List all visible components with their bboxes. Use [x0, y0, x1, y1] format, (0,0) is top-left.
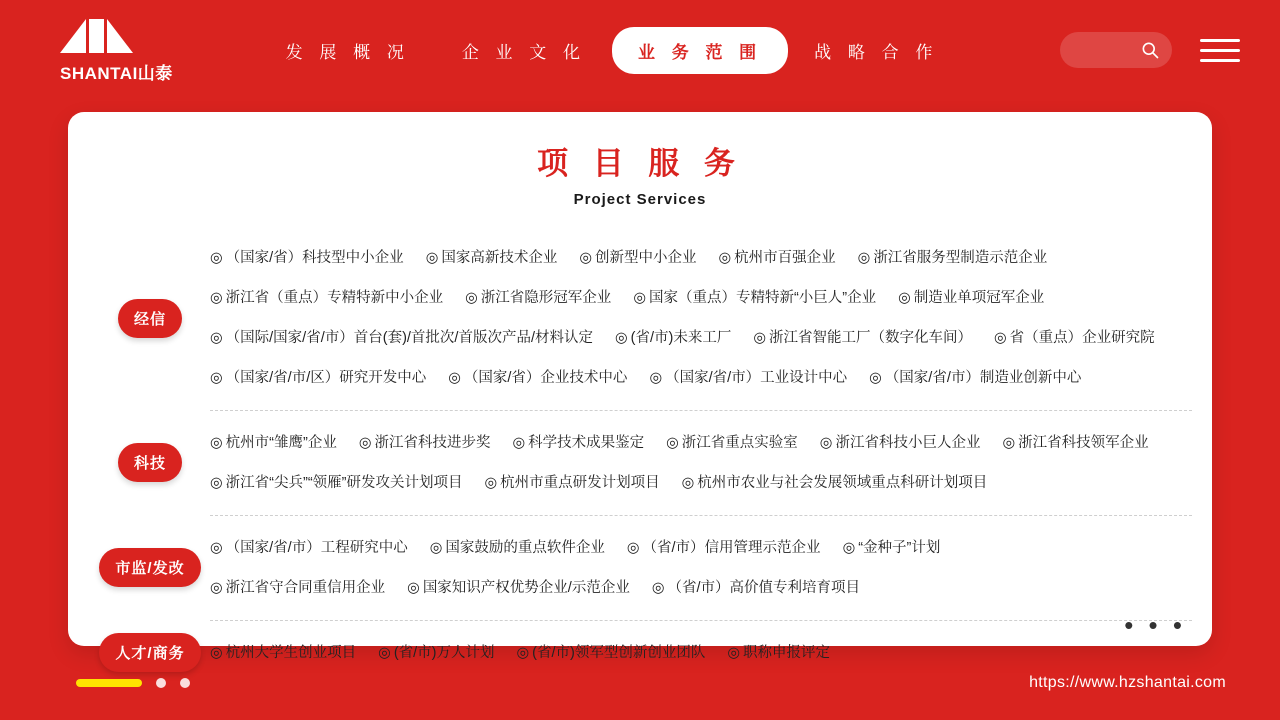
list-item[interactable]: ◎ 制造业单项冠军企业 — [898, 290, 1045, 306]
brand-name: SHANTAI山泰 — [60, 63, 173, 83]
list-item[interactable]: ◎ 浙江省“尖兵”“领雁”研发攻关计划项目 — [210, 475, 463, 491]
service-group — [68, 226, 1212, 410]
service-group — [68, 515, 1212, 620]
bullet-icon: ◎ — [651, 580, 665, 596]
pagination-dot-3[interactable] — [180, 678, 190, 688]
bullet-icon: ◎ — [857, 250, 871, 266]
list-item[interactable]: ◎ 浙江省守合同重信用企业 — [210, 580, 386, 596]
hamburger-menu-icon[interactable] — [1200, 39, 1240, 62]
list-item[interactable]: ◎ 浙江省服务型制造示范企业 — [857, 250, 1048, 266]
bullet-icon: ◎ — [465, 290, 478, 306]
list-item[interactable]: ◎ （国家/省/市）工业设计中心 — [649, 370, 848, 386]
item-line — [210, 463, 1192, 503]
bullet-icon: ◎ — [484, 475, 498, 491]
search-button[interactable] — [1060, 32, 1172, 68]
bullet-icon: ◎ — [842, 540, 856, 556]
list-item[interactable]: ◎ 国家（重点）专精特新“小巨人”企业 — [633, 290, 877, 306]
bullet-icon: ◎ — [666, 435, 679, 451]
service-groups — [68, 226, 1212, 685]
group-tag-jingxin[interactable]: 经信 — [118, 299, 182, 338]
list-item[interactable]: ◎ 浙江省智能工厂（数字化车间） — [753, 330, 972, 346]
bullet-icon: ◎ — [210, 290, 223, 306]
list-item[interactable]: ◎ 杭州市“雏鹰”企业 — [210, 435, 337, 451]
ellipsis-more-icon[interactable]: • • • — [1124, 610, 1186, 640]
page-title: 项 目 服 务 — [537, 146, 743, 181]
bullet-icon: ◎ — [1002, 435, 1016, 451]
pagination-bar-active[interactable] — [76, 679, 142, 687]
list-item[interactable]: ◎ 科学技术成果鉴定 — [512, 435, 645, 451]
bullet-icon: ◎ — [993, 330, 1007, 346]
bullet-icon: ◎ — [579, 250, 592, 266]
list-item[interactable]: ◎ （国家/省/市）工程研究中心 — [210, 540, 408, 556]
item-line — [210, 568, 1192, 608]
list-item[interactable]: ◎ (省/市)未来工厂 — [614, 330, 732, 346]
list-item[interactable]: ◎ 职称申报评定 — [727, 645, 830, 661]
bullet-icon: ◎ — [210, 540, 223, 556]
bullet-icon: ◎ — [210, 370, 223, 386]
bullet-icon: ◎ — [614, 330, 628, 346]
group-tag-col — [90, 443, 210, 482]
bullet-icon: ◎ — [425, 250, 439, 266]
list-item[interactable]: ◎ 创新型中小企业 — [579, 250, 697, 266]
list-item[interactable]: ◎ 浙江省（重点）专精特新中小企业 — [210, 290, 444, 306]
list-item[interactable]: ◎ （国际/国家/省/市）首台(套)/首批次/首版次产品/材料认定 — [210, 330, 593, 346]
bullet-icon: ◎ — [512, 435, 526, 451]
item-line — [210, 278, 1192, 318]
bullet-icon: ◎ — [448, 370, 461, 386]
list-item[interactable]: ◎ 杭州市重点研发计划项目 — [484, 475, 660, 491]
bullet-icon: ◎ — [429, 540, 443, 556]
bullet-icon: ◎ — [210, 645, 223, 661]
bullet-icon: ◎ — [358, 435, 372, 451]
list-item[interactable]: ◎ 杭州市农业与社会发展领域重点科研计划项目 — [681, 475, 988, 491]
site-header — [0, 0, 1280, 100]
list-item[interactable]: ◎ 浙江省科技进步奖 — [358, 435, 491, 451]
nav-item-culture[interactable]: 企 业 文 化 — [461, 42, 586, 62]
bullet-icon: ◎ — [210, 475, 223, 491]
list-item[interactable]: ◎ 浙江省重点实验室 — [666, 435, 798, 451]
list-item[interactable]: ◎ 杭州大学生创业项目 — [210, 645, 357, 661]
service-group — [68, 410, 1212, 515]
search-icon — [1140, 40, 1160, 60]
bullet-icon: ◎ — [718, 250, 732, 266]
list-item[interactable]: ◎ (省/市)领军型创新创业团队 — [516, 645, 706, 661]
item-line — [210, 528, 1192, 568]
bullet-icon: ◎ — [727, 645, 740, 661]
list-item[interactable]: ◎ (省/市)万人计划 — [378, 645, 495, 661]
bullet-icon: ◎ — [626, 540, 640, 556]
bullet-icon: ◎ — [819, 435, 833, 451]
list-item[interactable]: ◎ 浙江省科技小巨人企业 — [819, 435, 981, 451]
group-tag-rencai-shangwu[interactable]: 人才/商务 — [99, 633, 200, 672]
group-tag-keji[interactable]: 科技 — [118, 443, 182, 482]
list-item[interactable]: ◎ （国家/省/市/区）研究开发中心 — [210, 370, 427, 386]
bullet-icon: ◎ — [407, 580, 420, 596]
list-item[interactable]: ◎ 省（重点）企业研究院 — [993, 330, 1155, 346]
bullet-icon: ◎ — [378, 645, 391, 661]
site-footer — [0, 646, 1280, 720]
main-navigation — [180, 27, 1044, 74]
pagination-dot-2[interactable] — [156, 678, 166, 688]
list-item[interactable]: ◎ 浙江省隐形冠军企业 — [465, 290, 612, 306]
list-item[interactable]: ◎ （国家/省/市）制造业创新中心 — [869, 370, 1082, 386]
group-items — [210, 410, 1192, 515]
list-item[interactable]: ◎ “金种子”计划 — [842, 540, 941, 556]
bullet-icon: ◎ — [869, 370, 882, 386]
group-tag-col — [90, 299, 210, 338]
shantai-logo-icon — [60, 17, 133, 53]
bullet-icon: ◎ — [649, 370, 663, 386]
item-line — [210, 358, 1192, 398]
page-subtitle: Project Services — [573, 191, 707, 208]
nav-item-business-scope[interactable]: 业 务 范 围 — [612, 27, 788, 74]
list-item[interactable]: ◎ （省/市）信用管理示范企业 — [626, 540, 821, 556]
group-tag-col — [90, 548, 210, 587]
list-item[interactable]: ◎ （国家/省）企业技术中心 — [448, 370, 628, 386]
group-items — [210, 226, 1192, 410]
brand-logo[interactable] — [60, 17, 180, 84]
nav-item-development[interactable]: 发 展 概 况 — [285, 42, 410, 62]
item-line — [210, 423, 1192, 463]
bullet-icon: ◎ — [898, 290, 911, 306]
carousel-pagination — [76, 678, 190, 688]
bullet-icon: ◎ — [210, 580, 223, 596]
list-item[interactable]: ◎ 杭州市百强企业 — [718, 250, 836, 266]
bullet-icon: ◎ — [516, 645, 530, 661]
list-item[interactable]: ◎ 浙江省科技领军企业 — [1002, 435, 1149, 451]
project-services-card — [68, 112, 1212, 662]
nav-item-strategic-cooperation[interactable]: 战 略 合 作 — [814, 42, 939, 62]
item-line — [210, 318, 1192, 358]
list-item[interactable]: ◎ （国家/省）科技型中小企业 — [210, 250, 404, 266]
site-url[interactable]: https://www.hzshantai.com — [1029, 674, 1226, 691]
bullet-icon: ◎ — [210, 435, 223, 451]
bullet-icon: ◎ — [753, 330, 766, 346]
bullet-icon: ◎ — [210, 330, 223, 346]
list-item[interactable]: ◎ 国家高新技术企业 — [425, 250, 558, 266]
bullet-icon: ◎ — [210, 250, 223, 266]
bullet-icon: ◎ — [633, 290, 646, 306]
group-tag-shijian-fagai[interactable]: 市监/发改 — [99, 548, 200, 587]
item-line — [210, 238, 1192, 278]
list-item[interactable]: ◎ 国家知识产权优势企业/示范企业 — [407, 580, 630, 596]
bullet-icon: ◎ — [681, 475, 695, 491]
group-items — [210, 515, 1192, 620]
list-item[interactable]: ◎ （省/市）高价值专利培育项目 — [651, 580, 861, 596]
list-item[interactable]: ◎ 国家鼓励的重点软件企业 — [429, 540, 605, 556]
